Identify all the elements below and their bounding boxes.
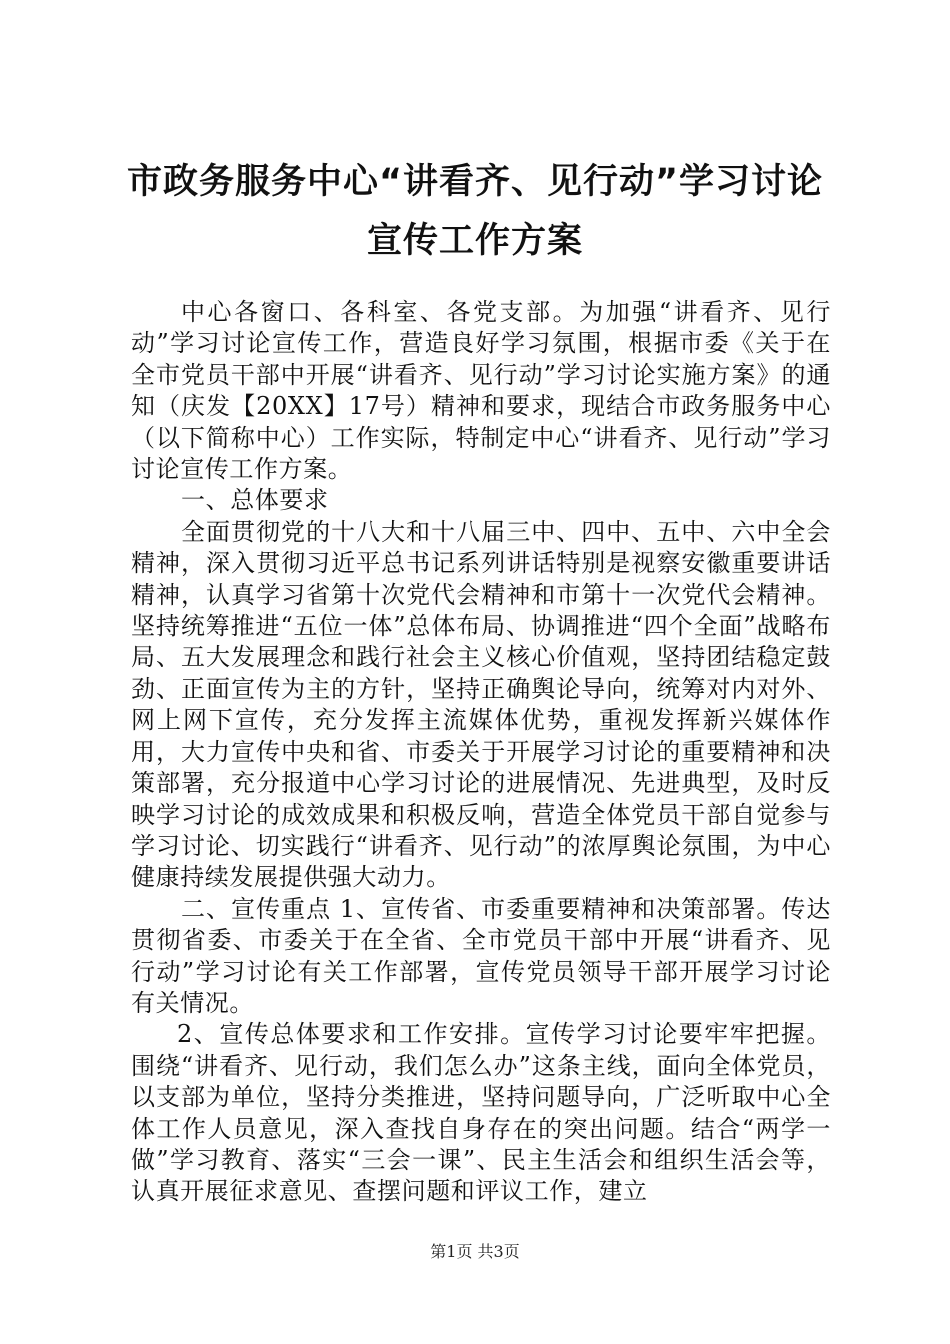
overall-requirements-paragraph: 2、宣传总体要求和工作安排。宣传学习讨论要牢牢把握。围绕“讲看齐、见行动，我们怎么办”这条主线，面向全体党员，以支部为单位，坚持分类推进，坚持问题导向，广泛听取中心全体工作人员意见，深入查找自身存在的突出问题。结合“两学一做”学习教育、落实“三会一课”、民主生活会和组织生活会等，认真开展征求意见、查摆问题和评议工作，建立 xyxy=(131,1020,831,1206)
section-heading-general-requirements: 一、总体要求 xyxy=(181,486,329,515)
document-title-line-1: 市政务服务中心“讲看齐、见行动”学习讨论 xyxy=(126,162,823,202)
publicity-focus-paragraph: 二、宣传重点 1、宣传省、市委重要精神和决策部署。传达贯彻省委、市委关于在全省、全市党员干部中开展“讲看齐、见行动”学习讨论有关工作部署，宣传党员领导干部开展学习讨论有关情况。 xyxy=(131,894,831,1017)
general-requirements-paragraph: 全面贯彻党的十八大和十八届三中、四中、五中、六中全会精神，深入贯彻习近平总书记系列讲话特别是视察安徽重要讲话精神，认真学习省第十次党代会精神和市第十一次党代会精神。坚持统筹推进“五位一体”总体布局、协调推进“四个全面”战略布局、五大发展理念和践行社会主义核心价值观，坚持团结稳定鼓劲、正面宣传为主的方针，坚持正确舆论导向，统筹对内对外、网上网下宣传，充分发挥主流媒体优势，重视发挥新兴媒体作用，大力宣传中央和省、市委关于开展学习讨论的重要精神和决策部署，充分报道中心学习讨论的进展情况、先进典型，及时反映学习讨论的成效成果和积极反响，营造全体党员干部自觉参与学习讨论、切实践行“讲看齐、见行动”的浓厚舆论氛围，为中心健康持续发展提供强大动力。 xyxy=(131,517,831,892)
document-title-line-2: 宣传工作方案 xyxy=(366,221,583,261)
intro-paragraph: 中心各窗口、各科室、各党支部。为加强“讲看齐、见行动”学习讨论宣传工作，营造良好学习氛围，根据市委《关于在全市党员干部中开展“讲看齐、见行动”学习讨论实施方案》的通知（庆发【20XX】17号）精神和要求，现结合市政务服务中心（以下简称中心）工作实际，特制定中心“讲看齐、见行动”学习讨论宣传工作方案。 xyxy=(131,298,831,484)
document-body xyxy=(131,297,831,1208)
page-number-footer: 第1页 共3页 xyxy=(430,1242,520,1261)
